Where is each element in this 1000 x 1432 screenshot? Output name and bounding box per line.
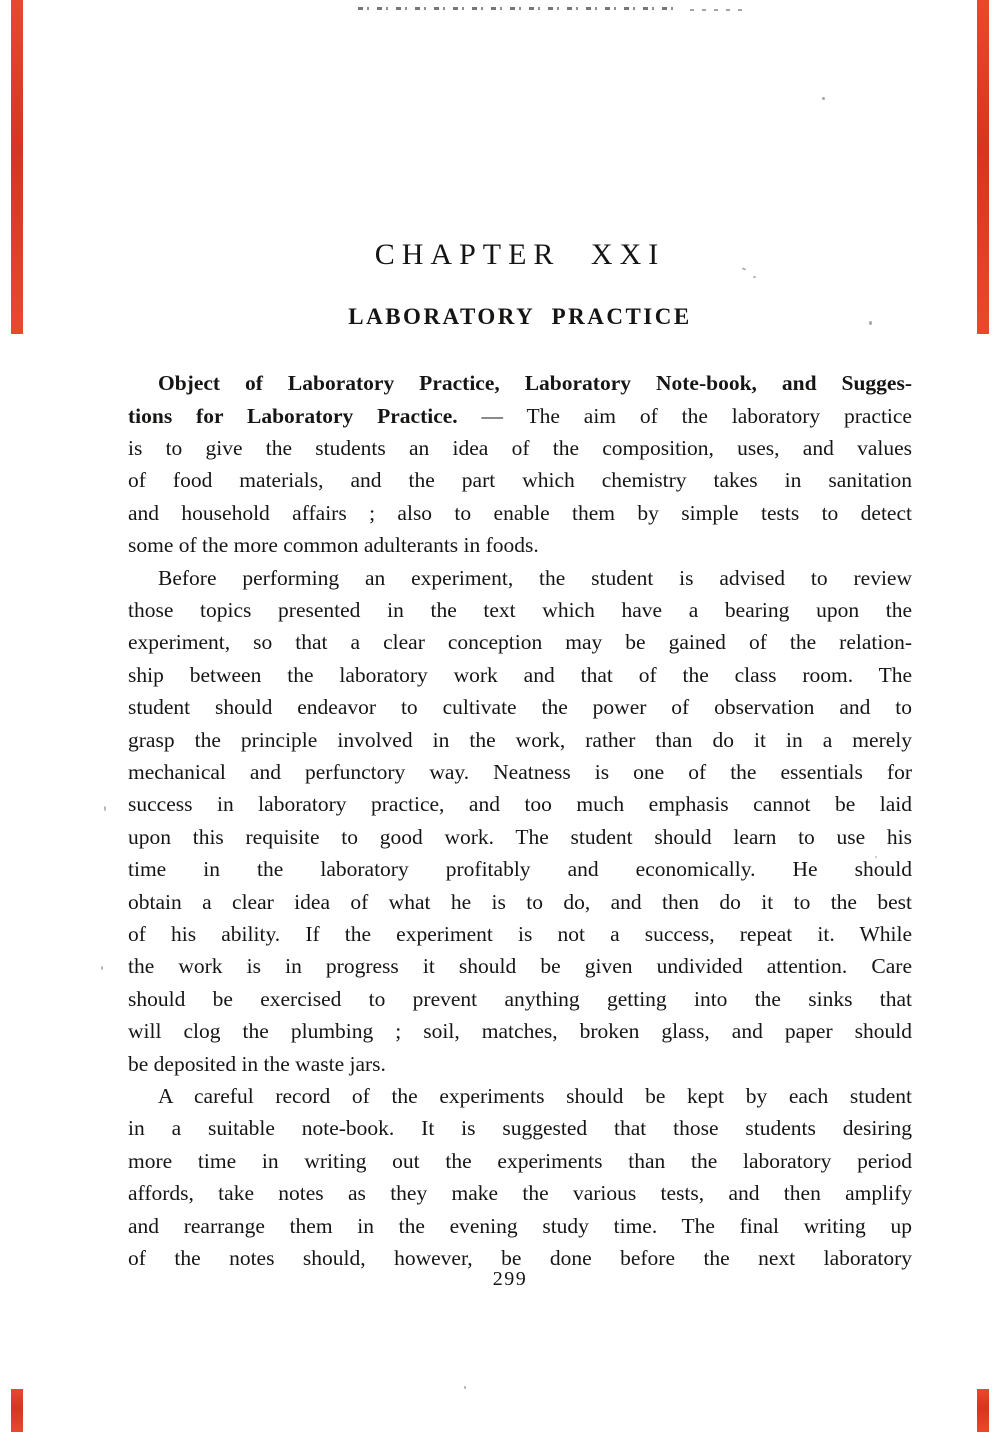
body-text <box>128 367 912 1274</box>
chapter-heading: CHAPTER XXI <box>374 238 666 271</box>
red-edge-mark-top-left <box>11 0 23 334</box>
text-line: time in the laboratory profitably and economically. He should <box>128 857 912 882</box>
scan-speck <box>101 966 103 970</box>
text-line: Before performing an experiment, the student is advised to review <box>158 565 912 590</box>
scan-speck <box>104 806 106 811</box>
text-line: grasp the principle involved in the work, rather than do it in a merely <box>128 727 912 752</box>
text-line: tions for Laboratory Practice. — The aim of the laboratory practice <box>128 403 912 428</box>
text-line: will clog the plumbing ; soil, matches, broken glass, and paper should <box>128 1019 912 1044</box>
text-line: more time in writing out the experiments than the laboratory period <box>128 1148 912 1173</box>
text-line <box>128 367 912 399</box>
text-line: and rearrange them in the evening study time. The final writing up <box>128 1213 912 1238</box>
bold-lead-in: Object of Laboratory Practice, Laboratory Note-book, and Sugges- <box>158 371 912 396</box>
text-line: be deposited in the waste jars. <box>128 1051 386 1076</box>
text-line: experiment, so that a clear conception may be gained of the relation- <box>128 630 912 655</box>
text-line: and household affairs ; also to enable them by simple tests to detect <box>128 500 912 525</box>
scan-speck <box>464 1386 466 1389</box>
text-line: in a suitable note-book. It is suggested that those students desiring <box>128 1116 912 1141</box>
text-line: affords, take notes as they make the various tests, and then amplify <box>128 1181 912 1206</box>
text-line: of food materials, and the part which chemistry takes in sanitation <box>128 468 912 493</box>
page-number: 299 <box>492 1268 528 1290</box>
text-line: of the notes should, however, be done before the next laboratory <box>128 1246 912 1271</box>
page-text-column <box>128 0 912 1274</box>
text-line: is to give the students an idea of the composition, uses, and values <box>128 435 912 460</box>
text-line: obtain a clear idea of what he is to do, and then do it to the best <box>128 889 912 914</box>
text-line: some of the more common adulterants in foods. <box>128 533 539 558</box>
text-line: those topics presented in the text which have a bearing upon the <box>128 597 912 622</box>
bold-lead-in: tions for Laboratory Practice. <box>128 403 458 428</box>
red-edge-mark-bottom-right <box>977 1389 989 1432</box>
text-line: the work is in progress it should be given undivided attention. Care <box>128 954 912 979</box>
text-line: of his ability. If the experiment is not a success, repeat it. While <box>128 922 912 946</box>
section-heading: LABORATORY PRACTICE <box>348 303 692 329</box>
text-line: ship between the laboratory work and that of the class room. The <box>128 662 912 687</box>
text-line: mechanical and perfunctory way. Neatness is one of the essentials for <box>128 759 912 784</box>
text-line: success in laboratory practice, and too much emphasis cannot be laid <box>128 792 912 817</box>
text-line: student should endeavor to cultivate the power of observation and to <box>128 695 912 720</box>
text-line: should be exercised to prevent anything getting into the sinks that <box>128 986 912 1011</box>
red-edge-mark-top-right <box>977 0 989 334</box>
text-line: A careful record of the experiments should be kept by each student <box>158 1084 912 1109</box>
red-edge-mark-bottom-left <box>11 1389 23 1432</box>
text-line: upon this requisite to good work. The student should learn to use his <box>128 824 912 849</box>
